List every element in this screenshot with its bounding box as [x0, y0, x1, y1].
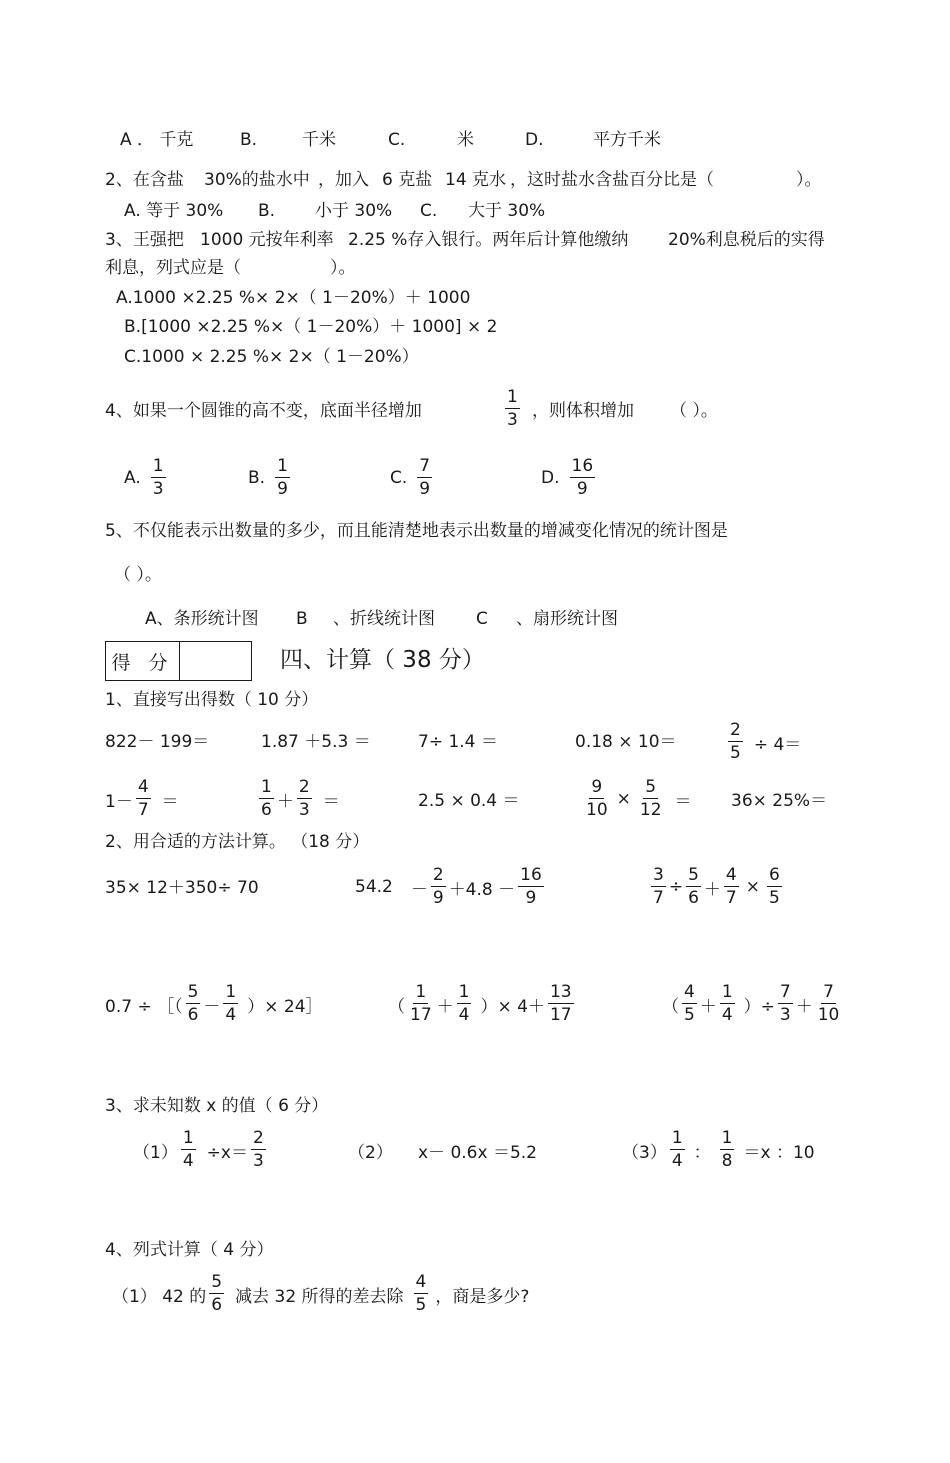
q2-option-b-label: B. — [258, 201, 276, 221]
p2-e2 — [355, 867, 547, 907]
frac-den: 4 — [458, 1005, 470, 1025]
frac-num: 4 — [137, 777, 149, 797]
expr-text: （3） — [622, 1142, 667, 1163]
p1-r1-e3: 7÷ 1.4 ＝ — [418, 732, 498, 752]
expr-text: ）× 4＋ — [480, 996, 545, 1017]
p1-title: 1、直接写出得数（ 10 分） — [105, 690, 319, 710]
frac-num: 3 — [653, 865, 664, 885]
q1-option-b: 千米 — [302, 130, 336, 150]
p3-e2-label: （2） — [348, 1143, 393, 1163]
frac-num: 1 — [721, 1128, 733, 1148]
expr-text: ）× 24］ — [247, 996, 323, 1017]
q3-line2-a: 利息，列式应是（ — [105, 258, 241, 278]
frac-num: 1 — [182, 1128, 194, 1148]
q1-option-d: 平方千米 — [593, 130, 661, 150]
expr-text: ＋ — [436, 996, 454, 1017]
frac-den: 6 — [261, 800, 272, 820]
frac-num: 9 — [591, 777, 603, 797]
frac-den: 5 — [730, 743, 741, 763]
q4-option-b — [248, 458, 293, 498]
expr-text: ÷ — [668, 877, 684, 897]
expr-text: ＋ — [699, 996, 717, 1017]
q2-option-a: A. 等于 30% — [124, 201, 224, 221]
p1-r1-e5 — [725, 722, 801, 762]
p2-e4 — [105, 984, 323, 1024]
q4-option-c — [390, 458, 435, 498]
q4-frac-den: 3 — [507, 410, 518, 430]
q2-option-b: 小于 30% — [315, 201, 393, 221]
p1-r2-e3: 2.5 × 0.4 ＝ — [418, 791, 520, 811]
frac-num: 2 — [432, 865, 444, 885]
q4-c-den: 9 — [419, 479, 431, 499]
frac-den: 12 — [639, 800, 662, 820]
p1-r2-e4 — [581, 779, 692, 819]
q4-fraction — [502, 389, 523, 429]
frac-num: 5 — [187, 982, 199, 1002]
q2-text-6: ，这时盐水含盐百分比是（ — [510, 170, 714, 190]
q2-text-2: 30%的盐水中 — [204, 170, 310, 190]
q5-option-c: 、扇形统计图 — [516, 609, 618, 629]
expr-text: 1－ — [105, 791, 133, 812]
q4-b-den: 9 — [277, 479, 288, 499]
expr-text: ，商是多少? — [435, 1286, 530, 1307]
frac-den: 3 — [252, 1151, 264, 1171]
expr-text: ＝ — [161, 791, 179, 812]
p4-e1 — [112, 1274, 529, 1314]
frac-num: 1 — [458, 982, 470, 1002]
frac-den: 5 — [684, 1005, 695, 1025]
q3-line2-b: ）。 — [330, 258, 356, 278]
q5-option-b-label: B — [296, 609, 308, 629]
frac-num: 5 — [688, 865, 699, 885]
q4-option-d-label: D. — [541, 468, 560, 488]
expr-text: （1） — [133, 1142, 178, 1163]
frac-num: 2 — [730, 720, 741, 740]
frac-num: 7 — [823, 982, 834, 1002]
q4-frac-num: 1 — [507, 387, 518, 407]
q2-text-4: 6 克盐 — [382, 170, 433, 190]
frac-den: 4 — [182, 1151, 194, 1171]
p2-e6 — [662, 984, 844, 1024]
frac-den: 4 — [721, 1005, 733, 1025]
q2-text-5: 14 克水 — [445, 170, 507, 190]
q1-option-c: 米 — [457, 130, 474, 150]
q2-text-3: ，加入 — [318, 170, 369, 190]
q5-option-a: A、条形统计图 — [145, 609, 259, 629]
expr-text: 54.2 — [355, 877, 393, 897]
q3-line1-c: 2.25 %存入银行。两年后计算他缴纳 — [348, 230, 629, 250]
frac-den: 4 — [225, 1005, 237, 1025]
q3-line1-d: 20%利息税后的实得 — [668, 230, 825, 250]
q3-option-b: B.[1000 ×2.25 %×（ 1－20%）＋ 1000] × 2 — [124, 317, 498, 337]
p2-title: 2、用合适的方法计算。 （18 分） — [105, 832, 370, 852]
score-box — [105, 641, 252, 681]
p1-r2-e2 — [256, 779, 340, 819]
q3-option-a: A.1000 ×2.25 %× 2×（ 1－20%）＋ 1000 — [116, 288, 471, 308]
frac-den: 7 — [653, 888, 664, 908]
frac-num: 4 — [684, 982, 695, 1002]
p2-e3 — [648, 867, 785, 907]
q4-text: 4、如果一个圆锥的高不变，底面半径增加 — [105, 401, 422, 421]
frac-num: 5 — [211, 1272, 223, 1292]
q4-option-a-label: A. — [124, 468, 141, 488]
frac-den: 5 — [768, 888, 780, 908]
p1-r2-e5: 36× 25%＝ — [731, 791, 828, 811]
expr-text: 减去 32 所得的差去除 — [235, 1286, 404, 1307]
frac-den: 3 — [298, 800, 310, 820]
q4-option-c-label: C. — [390, 468, 408, 488]
q2-text-1: 2、在含盐 — [105, 170, 184, 190]
q4-d-den: 9 — [576, 479, 588, 499]
frac-den: 3 — [779, 1005, 791, 1025]
frac-den: 4 — [671, 1151, 683, 1171]
q1-option-a: A ． 千克 — [120, 130, 194, 150]
expr-text: ＝ — [322, 791, 340, 812]
section-4-title: 四、计算（ 38 分） — [280, 647, 485, 673]
p4-title: 4、列式计算（ 4 分） — [105, 1240, 274, 1260]
frac-den: 17 — [549, 1005, 572, 1025]
frac-num: 4 — [415, 1272, 427, 1292]
q2-option-c-label: C. — [420, 201, 438, 221]
q1-option-b-label: B. — [240, 130, 258, 150]
frac-num: 1 — [415, 982, 427, 1002]
expr-text: × — [616, 789, 631, 809]
p1-r1-e1: 822－ 199＝ — [105, 732, 210, 752]
q4-option-b-label: B. — [248, 468, 266, 488]
expr-text: （ — [388, 996, 405, 1017]
q3-line1-b: 1000 元按年利率 — [200, 230, 334, 250]
p3-e2: x－ 0.6x ＝5.2 — [418, 1143, 537, 1163]
expr-text: ＝x ：10 — [743, 1142, 815, 1163]
q4-option-d — [541, 458, 598, 498]
frac-num: 4 — [725, 865, 737, 885]
frac-num: 7 — [779, 982, 791, 1002]
frac-num: 1 — [721, 982, 733, 1002]
expr-text: ＋4.8 － — [448, 879, 516, 900]
frac-num: 2 — [252, 1128, 264, 1148]
q4-option-a — [124, 458, 169, 498]
frac-num: 6 — [768, 865, 780, 885]
p1-r2-e1 — [105, 779, 179, 819]
frac-den: 7 — [725, 888, 737, 908]
frac-den: 9 — [525, 888, 537, 908]
frac-den: 8 — [721, 1151, 733, 1171]
expr-text: ＝ — [674, 791, 692, 812]
frac-den: 7 — [137, 800, 149, 820]
q5-option-b: 、折线统计图 — [333, 609, 435, 629]
expr-text: （1） 42 的 — [112, 1286, 207, 1307]
frac-num: 16 — [520, 865, 542, 885]
q5-paren: （ ）。 — [114, 565, 162, 585]
q2-text-7: ）。 — [796, 170, 822, 190]
expr-text: ＋ — [276, 791, 294, 812]
p1-r1-e2: 1.87 ＋5.3 ＝ — [261, 732, 371, 752]
expr-text: － — [410, 879, 428, 900]
q1-option-d-label: D. — [525, 130, 544, 150]
frac-num: 13 — [549, 982, 572, 1002]
p3-title: 3、求未知数 x 的值（ 6 分） — [105, 1096, 329, 1116]
frac-den: 10 — [586, 800, 608, 820]
expr-text: ）÷ — [743, 996, 775, 1017]
frac-den: 6 — [688, 888, 699, 908]
q5-option-c-label: C — [476, 609, 488, 629]
frac-num: 1 — [225, 982, 237, 1002]
q4-paren: （ ）。 — [670, 401, 718, 421]
expr-text: 0.7 ÷ ［（ — [105, 996, 183, 1017]
p2-e1: 35× 12＋350÷ 70 — [105, 878, 259, 898]
p3-e3 — [622, 1130, 815, 1170]
frac-den: 9 — [432, 888, 444, 908]
p2-e5 — [388, 984, 577, 1024]
frac-den: 6 — [211, 1295, 223, 1315]
q3-line1-a: 3、王强把 — [105, 230, 184, 250]
q4-a-den: 3 — [152, 479, 164, 499]
expr-text: － — [203, 996, 221, 1017]
frac-den: 17 — [410, 1005, 432, 1025]
q3-option-c: C.1000 × 2.25 %× 2×（ 1－20%） — [124, 347, 419, 367]
p1-r1-e4: 0.18 × 10＝ — [575, 732, 677, 752]
frac-den: 10 — [817, 1005, 840, 1025]
q5-text: 5、不仅能表示出数量的多少，而且能清楚地表示出数量的增减变化情况的统计图是 — [105, 521, 728, 541]
expr-text: × — [745, 877, 760, 897]
q4-a-num: 1 — [152, 456, 164, 476]
frac-num: 1 — [671, 1128, 683, 1148]
p3-e1 — [133, 1130, 269, 1170]
frac-num: 1 — [261, 777, 272, 797]
frac-den: 6 — [187, 1005, 199, 1025]
q1-option-c-label: C. — [388, 130, 406, 150]
q4-c-num: 7 — [419, 456, 431, 476]
expr-text: ： — [693, 1142, 711, 1163]
frac-num: 2 — [298, 777, 310, 797]
q4-tail: ，则体积增加 — [532, 401, 634, 421]
expr-text: （ — [662, 996, 679, 1017]
expr-text: ÷x＝ — [206, 1142, 248, 1163]
score-label: 得 分 — [106, 642, 180, 680]
q4-b-num: 1 — [277, 456, 288, 476]
frac-num: 5 — [645, 777, 657, 797]
q4-d-num: 16 — [571, 456, 594, 476]
expr-text: ＋ — [703, 879, 721, 900]
expr-text: ＋ — [795, 996, 813, 1017]
expr-text: ÷ 4＝ — [753, 734, 802, 755]
q2-option-c: 大于 30% — [468, 201, 546, 221]
frac-den: 5 — [415, 1295, 427, 1315]
